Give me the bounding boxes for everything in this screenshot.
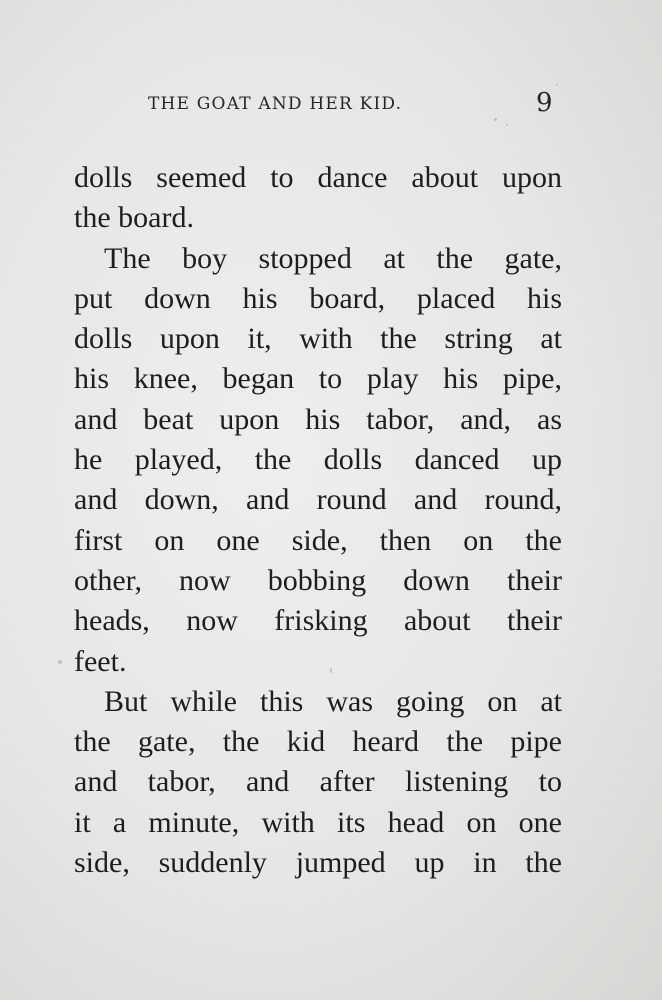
paper-speck bbox=[330, 668, 332, 673]
page-number: 9 bbox=[536, 88, 553, 118]
text-line: he played, the dolls danced up bbox=[74, 443, 562, 477]
text-line: and tabor, and after listening to bbox=[74, 765, 562, 799]
text-line: other, now bobbing down their bbox=[74, 563, 562, 597]
text-line: and beat upon his tabor, and, as bbox=[74, 402, 562, 436]
text-line: the gate, the kid heard the pipe bbox=[74, 725, 562, 759]
text-line: and down, and round and round, bbox=[74, 483, 562, 517]
paper-speck bbox=[506, 124, 508, 126]
paper-speck bbox=[58, 660, 62, 664]
running-title: THE GOAT AND HER KID. bbox=[148, 94, 403, 114]
text-line: first on one side, then on the bbox=[74, 523, 562, 557]
text-line: dolls seemed to dance about upon bbox=[74, 161, 562, 194]
text-line: dolls upon it, with the string at bbox=[74, 322, 562, 356]
text-line: The boy stopped at the gate, bbox=[104, 241, 562, 275]
text-line: put down his board, placed his bbox=[74, 281, 562, 315]
text-line: feet. bbox=[74, 644, 127, 678]
text-line: the board. bbox=[74, 201, 194, 235]
text-line: his knee, began to play his pipe, bbox=[74, 362, 562, 396]
text-line: But while this was going on at bbox=[104, 684, 562, 718]
running-head bbox=[0, 88, 662, 128]
text-line: it a minute, with its head on one bbox=[74, 805, 562, 839]
paper-speck bbox=[556, 84, 558, 86]
body-text bbox=[74, 158, 562, 883]
text-line: side, suddenly jumped up in the bbox=[74, 846, 562, 880]
text-line: heads, now frisking about their bbox=[74, 604, 562, 638]
paper-speck bbox=[494, 118, 497, 121]
